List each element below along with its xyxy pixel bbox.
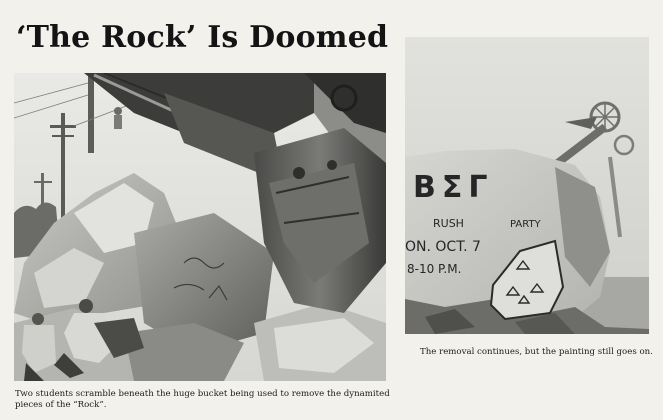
rock-painted-letters: ΒΣΓ [413,170,494,205]
rock-painted-party: PARTY [510,219,541,230]
page-headline: ‘The Rock’ Is Doomed [16,20,389,55]
rock-painted-time: 8-10 P.M. [407,262,462,276]
photo-power-shovel [14,73,386,381]
caption-painted-rock: The removal continues, but the painting still goes on. [420,347,653,357]
rock-painted-date: ON. OCT. 7 [405,239,481,255]
photo-painted-rock-image [405,37,649,334]
rock-painted-rush: RUSH [433,217,464,230]
caption-power-shovel: Two students scramble beneath the huge bucket being used to remove the dynamited pieces of the “Rock”. [15,389,390,410]
photo-painted-rock [405,37,649,334]
photo-power-shovel-image [14,73,386,381]
